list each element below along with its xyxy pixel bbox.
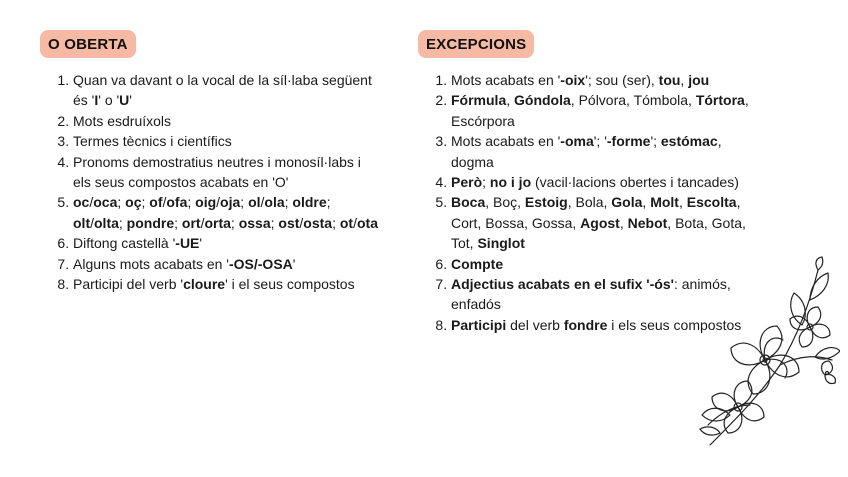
text-segment: '; <box>650 133 661 150</box>
text-segment: , <box>680 72 689 88</box>
bold-term: ort <box>181 214 201 231</box>
bold-term: pondre <box>126 214 175 231</box>
text-segment: ; <box>482 174 490 191</box>
bold-term: I <box>94 92 99 109</box>
bold-term: orta <box>204 214 231 231</box>
text-segment: Diftong castellà ' <box>73 235 176 252</box>
text-segment: / <box>162 194 167 211</box>
bold-term: oç <box>125 194 142 211</box>
text-segment: ' <box>199 235 203 252</box>
text-segment: Mots acabats en ' <box>451 72 561 88</box>
text-segment: , Boç, <box>485 194 525 211</box>
bold-term: ola <box>264 194 285 211</box>
list-item <box>451 192 763 253</box>
bold-term: cloure <box>183 276 226 293</box>
text-segment: Pronoms demostratius neutres i monosíl·labs i els seus compostos acabats en 'O' <box>73 153 361 191</box>
bold-term: -oma <box>560 133 594 150</box>
bold-term: ota <box>356 214 378 231</box>
text-segment: Participi del verb ' <box>73 276 184 293</box>
text-segment: del verb <box>506 316 564 333</box>
flower-illustration-icon <box>690 255 840 455</box>
bold-term: olt <box>73 214 91 231</box>
text-segment: '; ' <box>593 133 607 150</box>
text-segment: / <box>216 194 221 211</box>
bold-term: oldre <box>292 194 327 211</box>
text-segment: / <box>260 194 265 211</box>
bold-term: Tórtora <box>695 92 745 109</box>
bold-term: oja <box>220 194 241 211</box>
bold-term: Molt <box>650 194 679 211</box>
text-segment: Mots acabats en ' <box>451 133 561 150</box>
text-segment: / <box>200 214 205 231</box>
text-segment: / <box>89 194 94 211</box>
bold-term: osta <box>303 214 333 231</box>
bold-term: Adjectius acabats en el sufix '-ós' <box>451 276 674 293</box>
text-segment: / <box>353 214 357 231</box>
list-item <box>73 111 380 131</box>
list-item <box>73 233 380 253</box>
text-segment: , Bota, Gota, Tot, <box>451 214 746 252</box>
text-segment: , Cort, Bossa, Gossa, <box>451 194 741 231</box>
bold-term: Participi <box>451 316 507 333</box>
bold-term: olta <box>94 214 119 231</box>
bold-term: tou <box>658 72 681 88</box>
bold-term: Gola <box>611 194 643 211</box>
text-segment: ; <box>332 214 340 231</box>
text-segment: , Pólvora, Tómbola, <box>570 92 696 109</box>
bold-term: -forme <box>606 133 651 150</box>
text-segment: , <box>642 194 651 211</box>
excepcions-heading: EXCEPCIONS <box>418 30 534 58</box>
text-segment: (vacil·lacions obertes i tancades) <box>531 174 739 191</box>
bold-term: U <box>119 92 130 109</box>
bold-term: ofa <box>166 194 188 211</box>
bold-term: no i jo <box>489 174 532 191</box>
list-item <box>73 274 380 294</box>
o-oberta-heading: O OBERTA <box>40 30 136 58</box>
text-segment: ' <box>292 255 296 272</box>
text-segment: ' <box>129 92 132 109</box>
bold-term: Escolta <box>686 194 737 211</box>
bold-term: Agost <box>580 214 620 231</box>
bold-term: Góndola <box>514 92 571 109</box>
bold-term: oig <box>195 194 217 211</box>
text-segment: Alguns mots acabats en ' <box>73 255 229 272</box>
bold-term: -oix <box>560 72 586 88</box>
list-item <box>73 192 380 233</box>
bold-term: -OS/-OSA <box>228 255 293 272</box>
bold-term: ost <box>278 214 300 231</box>
list-item <box>451 172 763 192</box>
bold-term: Estoig <box>524 194 568 211</box>
text-segment: / <box>90 214 94 231</box>
bold-term: jou <box>688 72 710 88</box>
list-item <box>73 152 380 193</box>
text-segment: : animós, enfadós <box>451 276 731 313</box>
text-segment: ; <box>117 194 126 211</box>
text-segment: ; <box>187 194 196 211</box>
bold-term: fondre <box>563 316 608 333</box>
text-segment: , Bola, <box>567 194 612 211</box>
list-item <box>451 90 763 131</box>
list-item <box>451 131 763 172</box>
text-segment: ; <box>270 214 279 231</box>
text-segment: , <box>678 194 687 211</box>
text-segment: ' i el seus compostos <box>225 276 355 293</box>
list-item <box>451 70 763 90</box>
text-segment: , dogma <box>451 133 722 170</box>
bold-term: Però <box>451 174 483 191</box>
text-segment: , <box>506 92 515 109</box>
bold-term: of <box>149 194 163 211</box>
bold-term: Compte <box>451 255 504 272</box>
text-segment: ; <box>230 214 239 231</box>
text-segment: ; <box>326 194 331 211</box>
list-item <box>73 70 380 111</box>
text-segment: Mots esdruíxols <box>73 112 172 129</box>
bold-term: ol <box>248 194 261 211</box>
text-segment: ; <box>118 214 127 231</box>
text-segment: Termes tècnics i científics <box>73 133 232 150</box>
text-segment: ' o ' <box>98 92 120 109</box>
text-segment: , Escórpora <box>451 92 749 129</box>
list-item <box>73 254 380 274</box>
text-segment: ; <box>284 194 293 211</box>
bold-term: Nebot <box>627 214 668 231</box>
bold-term: oc <box>73 194 90 211</box>
bold-term: oca <box>93 194 118 211</box>
text-segment: / <box>299 214 304 231</box>
bold-term: Boca <box>451 194 486 211</box>
bold-term: ot <box>339 214 354 231</box>
bold-term: Singlot <box>477 235 525 252</box>
o-oberta-section <box>40 30 380 294</box>
text-segment: ; <box>174 214 182 231</box>
text-segment: Quan va davant o la vocal de la síl·laba següent és ' <box>73 72 372 109</box>
text-segment: ; <box>141 194 150 211</box>
bold-term: ossa <box>238 214 271 231</box>
bold-term: -UE <box>175 235 200 252</box>
text-segment: ; <box>240 194 249 211</box>
bold-term: Fórmula <box>451 92 507 109</box>
o-oberta-list <box>40 70 380 294</box>
text-segment: '; sou (ser), <box>585 72 659 88</box>
text-segment: i els seus compostos <box>607 316 742 333</box>
text-segment: , <box>619 214 628 231</box>
bold-term: estómac <box>660 133 718 150</box>
list-item <box>73 131 380 151</box>
